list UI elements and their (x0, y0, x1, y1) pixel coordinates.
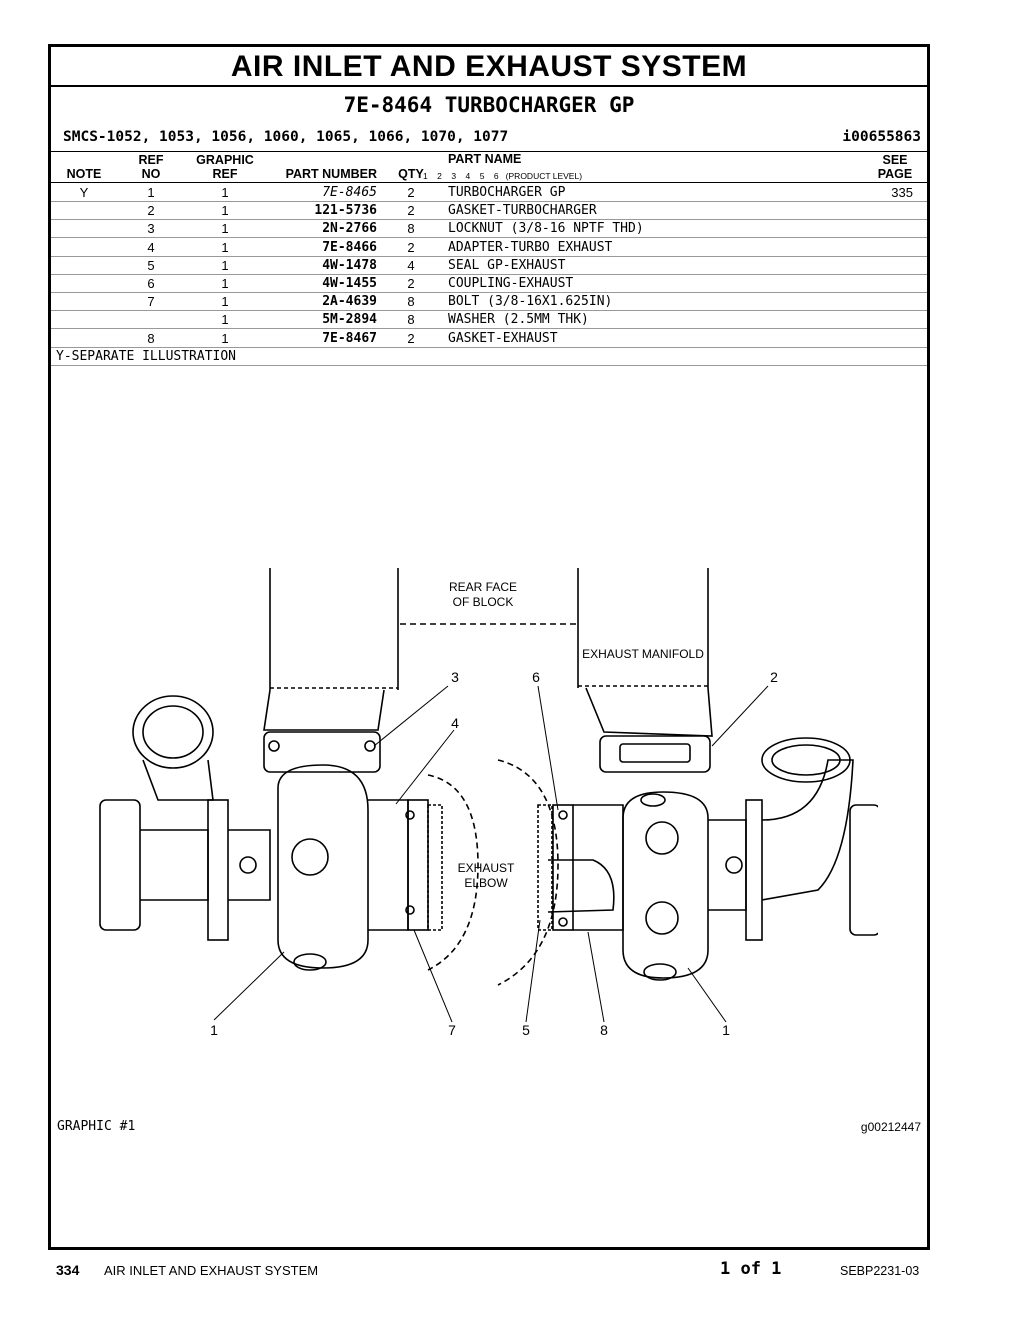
cell-part-number: 121-5736 (314, 203, 377, 219)
cell-ref-no: 1 (147, 185, 155, 200)
table-row (51, 201, 927, 220)
cell-qty: 8 (407, 312, 415, 328)
table-row (51, 219, 927, 238)
group-title: 7E-8464 TURBOCHARGER GP (343, 93, 635, 117)
cell-graphic-ref: 1 (221, 276, 229, 291)
cell-part-name: LOCKNUT (3/8-16 NPTF THD) (448, 221, 644, 237)
cell-part-number: 4W-1455 (322, 276, 377, 291)
footer-page-number: 334 (56, 1262, 80, 1278)
cell-qty: 2 (407, 239, 415, 255)
callout-4: 4 (451, 715, 459, 731)
cell-qty: 2 (407, 185, 415, 200)
cell-part-number: 7E-8466 (322, 239, 377, 255)
callout-1-right: 1 (722, 1022, 730, 1038)
cell-ref-no: 8 (147, 330, 155, 346)
cell-ref-no: 5 (147, 257, 155, 273)
cell-qty: 2 (407, 276, 415, 291)
callout-1-left: 1 (210, 1022, 218, 1038)
footer-page-of: 1 of 1 (720, 1259, 782, 1279)
cell-part-name: BOLT (3/8-16X1.625IN) (448, 294, 613, 310)
graphic-id: g00212447 (860, 1120, 921, 1134)
cell-see-page: 335 (891, 185, 913, 200)
illustration-id: i00655863 (842, 129, 921, 145)
cell-graphic-ref: 1 (221, 203, 229, 219)
cell-part-number: 2A-4639 (322, 294, 377, 310)
callout-6: 6 (532, 669, 540, 685)
cell-part-name: ADAPTER-TURBO EXHAUST (448, 239, 613, 255)
callout-5: 5 (522, 1022, 530, 1038)
label-rear-face-1: REAR FACE (448, 580, 518, 594)
cell-part-number: 5M-2894 (322, 312, 377, 328)
turbocharger-illustration (48, 560, 878, 1040)
col-part-name: PART NAME (448, 152, 522, 166)
table-row (51, 183, 927, 202)
cell-part-name: COUPLING-EXHAUST (448, 276, 574, 291)
col-see-top: SEE (882, 153, 908, 167)
col-ref-bottom: NO (141, 167, 161, 181)
cell-part-number: 7E-8467 (322, 330, 377, 346)
col-note: NOTE (66, 167, 102, 181)
turbocharger-right (538, 736, 878, 980)
cell-graphic-ref: 1 (221, 294, 229, 310)
callout-7: 7 (448, 1022, 456, 1038)
exhaust-manifold-left (264, 568, 398, 730)
table-row (51, 256, 927, 275)
cell-qty: 2 (407, 330, 415, 346)
cell-part-number: 2N-2766 (322, 221, 377, 237)
cell-part-name: WASHER (2.5MM THK) (448, 312, 589, 328)
col-see-bottom: PAGE (877, 167, 913, 181)
col-graphic-bottom: REF (212, 167, 238, 181)
footer-doc-id: SEBP2231-03 (840, 1264, 920, 1278)
smcs-codes: SMCS-1052, 1053, 1056, 1060, 1065, 1066, 1070, 1077 (63, 129, 509, 145)
cell-part-number: 7E-8465 (322, 185, 377, 200)
table-row (51, 310, 927, 329)
label-rear-face-2: OF BLOCK (452, 595, 514, 609)
callout-8: 8 (600, 1022, 608, 1038)
cell-ref-no: 4 (147, 239, 155, 255)
turbocharger-left (100, 696, 442, 970)
graphic-label: GRAPHIC #1 (57, 1119, 136, 1134)
col-graphic-top: GRAPHIC (196, 153, 254, 167)
cell-ref-no: 7 (147, 294, 155, 310)
col-part-number: PART NUMBER (285, 167, 377, 181)
cell-part-name: SEAL GP-EXHAUST (448, 257, 566, 273)
cell-graphic-ref: 1 (221, 330, 229, 346)
table-row (51, 274, 927, 293)
col-product-levels: 1 2 3 4 5 6 (PRODUCT LEVEL) (423, 171, 583, 181)
cell-qty: 8 (407, 221, 415, 237)
table-row (51, 238, 927, 257)
cell-graphic-ref: 1 (221, 257, 229, 273)
label-exhaust-manifold: EXHAUST MANIFOLD (582, 647, 704, 661)
footer-section: AIR INLET AND EXHAUST SYSTEM (104, 1263, 319, 1278)
label-exhaust-elbow-1: EXHAUST (457, 861, 515, 875)
cell-ref-no: 3 (147, 221, 155, 237)
cell-graphic-ref: 1 (221, 221, 229, 237)
cell-qty: 2 (407, 203, 415, 219)
cell-part-name: GASKET-EXHAUST (448, 330, 558, 346)
col-qty: QTY (398, 167, 424, 181)
cell-ref-no: 6 (147, 276, 155, 291)
cell-ref-no: 2 (147, 203, 155, 219)
label-exhaust-elbow-2: ELBOW (464, 876, 508, 890)
cell-part-name: GASKET-TURBOCHARGER (448, 203, 597, 219)
footnote-divider (51, 365, 927, 366)
cell-note: Y (79, 185, 89, 200)
table-row (51, 292, 927, 311)
cell-qty: 8 (407, 294, 415, 310)
cell-qty: 4 (407, 257, 415, 273)
page-title: AIR INLET AND EXHAUST SYSTEM (51, 47, 927, 87)
cell-graphic-ref: 1 (221, 312, 229, 328)
callout-3: 3 (451, 669, 459, 685)
col-ref-top: REF (138, 153, 164, 167)
footnote: Y-SEPARATE ILLUSTRATION (56, 349, 237, 364)
callout-2: 2 (770, 669, 778, 685)
callout-numbers (210, 669, 778, 1038)
cell-graphic-ref: 1 (221, 239, 229, 255)
cell-part-number: 4W-1478 (322, 257, 377, 273)
cell-part-name: TURBOCHARGER GP (448, 185, 566, 200)
table-row (51, 329, 927, 348)
cell-graphic-ref: 1 (221, 185, 229, 200)
